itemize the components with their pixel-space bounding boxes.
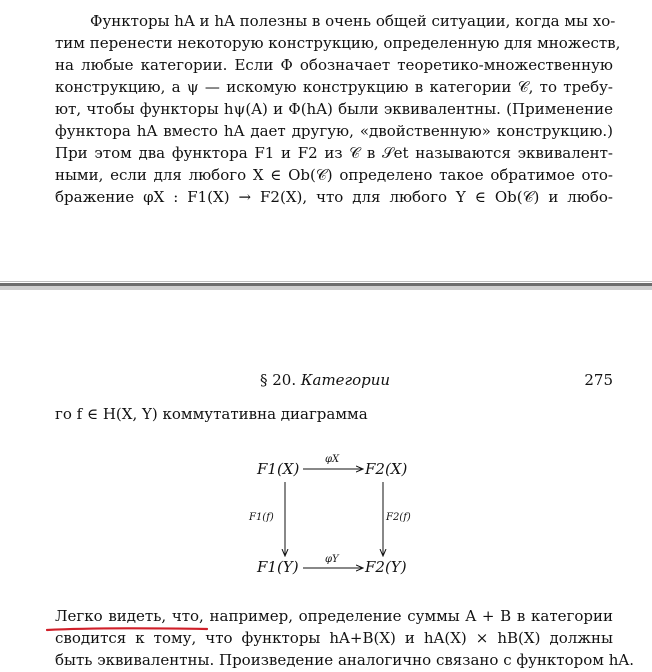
body-line-2: сводится к тому, что функторы hA+B(X) и hA(X) × hB(X) должны (55, 629, 613, 647)
running-title (260, 369, 390, 391)
text-line-9: бражение φX : F1(X) → F2(X), что для любого Y ∈ Ob(𝒞) и любо- (55, 188, 613, 206)
text-line-6: функтора hA вместо hA дает другую, «двойственную» конструкцию.) (55, 122, 613, 140)
node-bottom-left: F1(Y) (257, 558, 299, 576)
commutative-diagram (245, 450, 435, 580)
node-top-right: F2(X) (365, 460, 408, 478)
current-page (0, 300, 652, 672)
node-top-left: F1(X) (257, 460, 300, 478)
text-line-2: тим перенести некоторую конструкцию, определенную для множеств, (55, 34, 621, 52)
running-header (55, 369, 613, 391)
body-line-1: Легко видеть, что, например, определение суммы A + B в категории (55, 607, 613, 625)
text-line-7: При этом два функтора F1 и F2 из 𝒞 в 𝒮et называются эквивалент- (55, 144, 613, 162)
intro-line: го f ∈ H(X, Y) коммутативна диаграмма (55, 405, 368, 423)
section-title: Категории (300, 371, 391, 389)
section-sign: § 20. (260, 371, 297, 389)
text-line-3: на любые категории. Если Φ обозначает теоретико-множественную (55, 56, 613, 74)
page-separator (0, 281, 652, 290)
red-underline-annotation (46, 625, 208, 633)
text-line-5: ют, чтобы функторы hψ(A) и Φ(hA) были эквивалентны. (Применение (55, 100, 613, 118)
text-line-1: Функторы hA и hA полезны в очень общей ситуации, когда мы хо- (90, 12, 616, 30)
node-bottom-right: F2(Y) (365, 558, 407, 576)
label-bottom-arrow: φY (325, 554, 339, 565)
label-top-arrow: φX (325, 454, 340, 465)
page-number: 275 (584, 371, 613, 389)
previous-page-fragment (0, 0, 652, 270)
text-line-4: конструкцию, а ψ — искомую конструкцию в категории 𝒞, то требу- (55, 78, 613, 96)
label-right-arrow: F2(f) (386, 512, 411, 523)
label-left-arrow: F1(f) (249, 512, 274, 523)
body-line-3: быть эквивалентны. Произведение аналогично связано с функтором hA. (55, 651, 634, 669)
text-line-8: ными, если для любого X ∈ Ob(𝒞) определено такое обратимое ото- (55, 166, 613, 184)
